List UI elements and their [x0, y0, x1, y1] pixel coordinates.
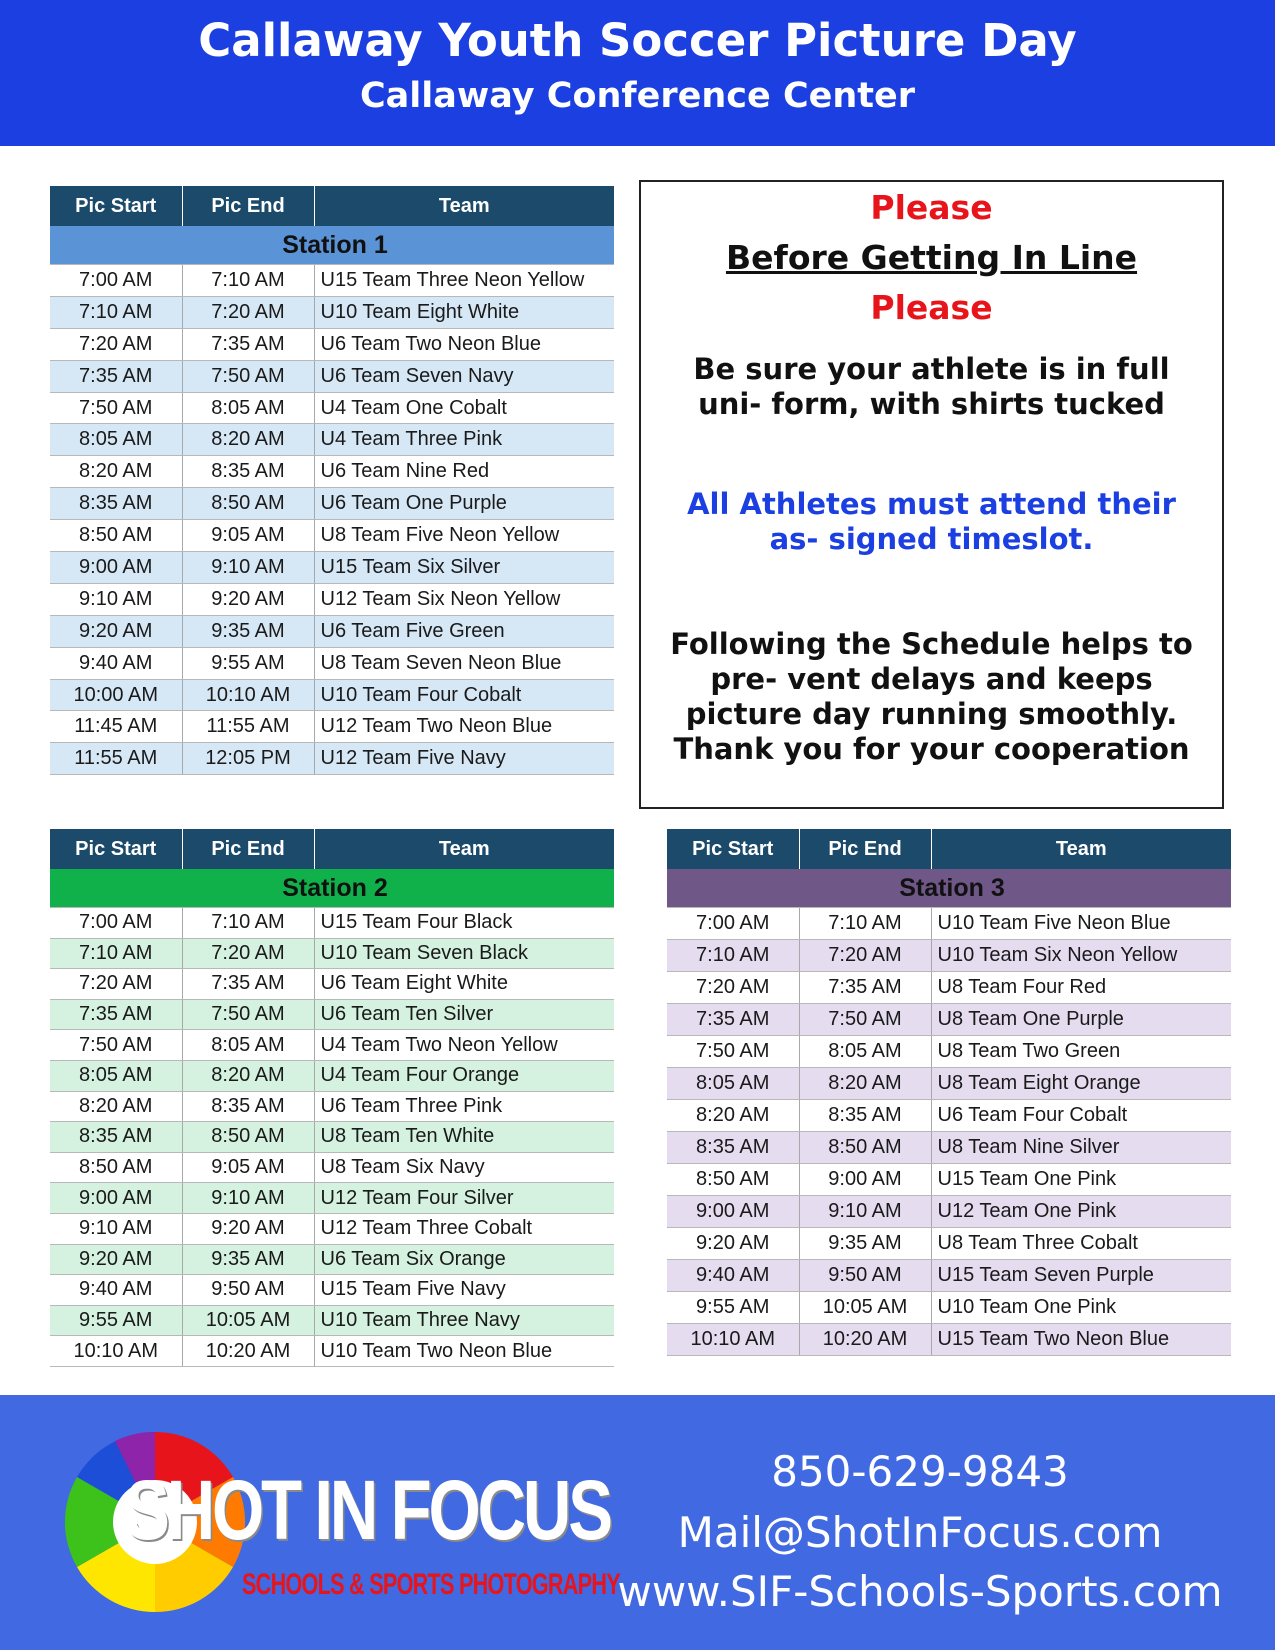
table-row [50, 1183, 614, 1214]
table-row [667, 1036, 1231, 1068]
station-1-schedule-table [50, 186, 614, 775]
pic-end-cell: 7:35 AM [182, 328, 314, 360]
pic-start-cell: 7:10 AM [50, 938, 182, 969]
team-cell: U15 Team Five Navy [314, 1275, 614, 1306]
table-row [50, 456, 614, 488]
notice-please-bottom: Please [870, 288, 993, 327]
pic-start-cell: 7:35 AM [50, 360, 182, 392]
table-row [50, 1244, 614, 1275]
pic-start-cell: 10:10 AM [667, 1324, 799, 1356]
team-cell: U12 Team One Pink [931, 1196, 1231, 1228]
table-row [50, 424, 614, 456]
notice-box [639, 180, 1224, 809]
table-row [50, 1060, 614, 1091]
pic-start-cell: 8:50 AM [50, 520, 182, 552]
pic-end-cell: 7:35 AM [799, 972, 931, 1004]
pic-start-cell: 7:10 AM [50, 296, 182, 328]
pic-start-cell: 7:50 AM [667, 1036, 799, 1068]
station-title: Station 2 [50, 869, 614, 908]
pic-start-cell: 9:20 AM [667, 1228, 799, 1260]
pic-start-cell: 7:20 AM [50, 328, 182, 360]
pic-end-cell: 9:05 AM [182, 520, 314, 552]
team-cell: U10 Team Seven Black [314, 938, 614, 969]
station-title: Station 3 [667, 869, 1231, 908]
pic-end-cell: 8:50 AM [182, 488, 314, 520]
table-row [50, 1030, 614, 1061]
pic-start-cell: 7:00 AM [50, 265, 182, 297]
pic-start-cell: 8:35 AM [50, 488, 182, 520]
team-cell: U8 Team Three Cobalt [931, 1228, 1231, 1260]
table-row [50, 743, 614, 775]
pic-start-cell: 9:00 AM [50, 1183, 182, 1214]
pic-end-cell: 12:05 PM [182, 743, 314, 775]
pic-start-cell: 8:20 AM [667, 1100, 799, 1132]
notice-heading: Before Getting In Line [725, 238, 1138, 277]
pic-end-cell: 8:35 AM [182, 1091, 314, 1122]
station-title: Station 1 [50, 226, 614, 265]
table-row [667, 1068, 1231, 1100]
pic-end-cell: 10:20 AM [799, 1324, 931, 1356]
team-cell: U8 Team Nine Silver [931, 1132, 1231, 1164]
pic-end-cell: 9:55 AM [182, 647, 314, 679]
pic-end-cell: 8:50 AM [799, 1132, 931, 1164]
table-row [667, 1164, 1231, 1196]
column-header-pic-end: Pic End [182, 186, 314, 226]
column-header-pic-start: Pic Start [50, 829, 182, 869]
pic-start-cell: 9:40 AM [667, 1260, 799, 1292]
pic-start-cell: 10:00 AM [50, 679, 182, 711]
table-row [667, 972, 1231, 1004]
pic-start-cell: 9:20 AM [50, 1244, 182, 1275]
pic-start-cell: 8:05 AM [667, 1068, 799, 1100]
pic-end-cell: 9:20 AM [182, 583, 314, 615]
table-row [50, 1305, 614, 1336]
pic-end-cell: 7:10 AM [182, 265, 314, 297]
table-header-row [667, 829, 1231, 869]
table-row [50, 520, 614, 552]
pic-end-cell: 7:50 AM [182, 360, 314, 392]
team-cell: U8 Team Five Neon Yellow [314, 520, 614, 552]
pic-start-cell: 7:50 AM [50, 392, 182, 424]
pic-start-cell: 9:10 AM [50, 583, 182, 615]
pic-start-cell: 10:10 AM [50, 1336, 182, 1367]
pic-end-cell: 8:50 AM [182, 1122, 314, 1153]
pic-start-cell: 8:50 AM [50, 1152, 182, 1183]
table-row [50, 360, 614, 392]
table-row [667, 1292, 1231, 1324]
team-cell: U10 Team Four Cobalt [314, 679, 614, 711]
contact-email-link[interactable]: Mail@ShotInFocus.com [677, 1508, 1163, 1557]
pic-start-cell: 9:55 AM [50, 1305, 182, 1336]
table-row [50, 488, 614, 520]
pic-end-cell: 8:05 AM [182, 1030, 314, 1061]
table-row [667, 940, 1231, 972]
team-cell: U10 Team Eight White [314, 296, 614, 328]
station-3-schedule-table [667, 829, 1231, 1356]
team-cell: U8 Team Seven Neon Blue [314, 647, 614, 679]
table-row [667, 1196, 1231, 1228]
table-row [50, 265, 614, 297]
table-row [50, 679, 614, 711]
table-row [50, 1152, 614, 1183]
team-cell: U12 Team Three Cobalt [314, 1213, 614, 1244]
team-cell: U15 Team Four Black [314, 908, 614, 939]
team-cell: U10 Team One Pink [931, 1292, 1231, 1324]
pic-end-cell: 9:50 AM [799, 1260, 931, 1292]
page-title: Callaway Youth Soccer Picture Day [198, 14, 1077, 67]
team-cell: U6 Team Nine Red [314, 456, 614, 488]
team-cell: U6 Team Seven Navy [314, 360, 614, 392]
notice-uniform-text: Be sure your athlete is in full uni- form, with shirts tucked [693, 352, 1170, 421]
logo-brand-text: SHOT IN FOCUS [125, 1463, 610, 1557]
table-row [667, 1324, 1231, 1356]
column-header-pic-end: Pic End [182, 829, 314, 869]
page-subtitle: Callaway Conference Center [359, 76, 916, 116]
pic-start-cell: 7:20 AM [50, 969, 182, 1000]
pic-end-cell: 8:05 AM [799, 1036, 931, 1068]
column-header-team: Team [314, 186, 614, 226]
notice-schedule-text: Following the Schedule helps to pre- vent delays and keeps picture day running smoothly. Thank you for your cooperation [670, 627, 1193, 766]
pic-end-cell: 9:35 AM [182, 1244, 314, 1275]
table-row [667, 1132, 1231, 1164]
table-row [50, 583, 614, 615]
pic-start-cell: 11:45 AM [50, 711, 182, 743]
table-row [50, 296, 614, 328]
station-2-schedule-table [50, 829, 614, 1367]
team-cell: U12 Team Two Neon Blue [314, 711, 614, 743]
team-cell: U8 Team Six Navy [314, 1152, 614, 1183]
table-header-row [50, 829, 614, 869]
team-cell: U6 Team Ten Silver [314, 999, 614, 1030]
team-cell: U4 Team One Cobalt [314, 392, 614, 424]
page-footer [0, 1395, 1275, 1650]
team-cell: U12 Team Six Neon Yellow [314, 583, 614, 615]
pic-start-cell: 9:00 AM [667, 1196, 799, 1228]
team-cell: U6 Team Two Neon Blue [314, 328, 614, 360]
team-cell: U10 Team Six Neon Yellow [931, 940, 1231, 972]
table-row [50, 552, 614, 584]
table-row [667, 1228, 1231, 1260]
pic-end-cell: 11:55 AM [182, 711, 314, 743]
team-cell: U8 Team Two Green [931, 1036, 1231, 1068]
pic-end-cell: 10:05 AM [799, 1292, 931, 1324]
team-cell: U6 Team Four Cobalt [931, 1100, 1231, 1132]
team-cell: U6 Team One Purple [314, 488, 614, 520]
team-cell: U15 Team Six Silver [314, 552, 614, 584]
team-cell: U15 Team Two Neon Blue [931, 1324, 1231, 1356]
pic-end-cell: 7:50 AM [182, 999, 314, 1030]
table-row [50, 1275, 614, 1306]
station-title-row [667, 869, 1231, 908]
table-row [50, 999, 614, 1030]
station-title-row [50, 869, 614, 908]
team-cell: U10 Team Five Neon Blue [931, 908, 1231, 940]
pic-start-cell: 7:10 AM [667, 940, 799, 972]
column-header-team: Team [314, 829, 614, 869]
table-row [50, 328, 614, 360]
team-cell: U6 Team Five Green [314, 615, 614, 647]
team-cell: U6 Team Six Orange [314, 1244, 614, 1275]
pic-end-cell: 8:35 AM [182, 456, 314, 488]
team-cell: U8 Team One Purple [931, 1004, 1231, 1036]
table-row [667, 1100, 1231, 1132]
team-cell: U4 Team Four Orange [314, 1060, 614, 1091]
pic-end-cell: 7:35 AM [182, 969, 314, 1000]
pic-end-cell: 8:05 AM [182, 392, 314, 424]
pic-end-cell: 9:10 AM [799, 1196, 931, 1228]
column-header-pic-start: Pic Start [50, 186, 182, 226]
pic-end-cell: 7:50 AM [799, 1004, 931, 1036]
pic-end-cell: 7:10 AM [799, 908, 931, 940]
pic-start-cell: 7:50 AM [50, 1030, 182, 1061]
team-cell: U10 Team Two Neon Blue [314, 1336, 614, 1367]
table-row [50, 647, 614, 679]
table-row [50, 615, 614, 647]
pic-start-cell: 8:35 AM [667, 1132, 799, 1164]
team-cell: U15 Team Seven Purple [931, 1260, 1231, 1292]
team-cell: U8 Team Four Red [931, 972, 1231, 1004]
table-row [50, 1122, 614, 1153]
table-row [667, 908, 1231, 940]
pic-end-cell: 9:35 AM [799, 1228, 931, 1260]
pic-start-cell: 9:10 AM [50, 1213, 182, 1244]
pic-start-cell: 9:20 AM [50, 615, 182, 647]
pic-end-cell: 9:00 AM [799, 1164, 931, 1196]
pic-end-cell: 8:35 AM [799, 1100, 931, 1132]
pic-start-cell: 7:20 AM [667, 972, 799, 1004]
table-row [50, 1091, 614, 1122]
contact-phone[interactable]: 850-629-9843 [771, 1447, 1069, 1496]
column-header-team: Team [931, 829, 1231, 869]
pic-end-cell: 10:20 AM [182, 1336, 314, 1367]
table-row [50, 711, 614, 743]
table-row [667, 1004, 1231, 1036]
table-row [50, 908, 614, 939]
pic-end-cell: 9:10 AM [182, 1183, 314, 1214]
pic-end-cell: 8:20 AM [799, 1068, 931, 1100]
team-cell: U12 Team Four Silver [314, 1183, 614, 1214]
station-title-row [50, 226, 614, 265]
pic-start-cell: 7:00 AM [667, 908, 799, 940]
pic-end-cell: 9:10 AM [182, 552, 314, 584]
table-row [50, 392, 614, 424]
contact-website-link[interactable]: www.SIF-Schools-Sports.com [617, 1567, 1223, 1616]
column-header-pic-start: Pic Start [667, 829, 799, 869]
pic-start-cell: 9:00 AM [50, 552, 182, 584]
pic-start-cell: 7:35 AM [667, 1004, 799, 1036]
team-cell: U10 Team Three Navy [314, 1305, 614, 1336]
table-row [50, 969, 614, 1000]
notice-timeslot-text: All Athletes must attend their as- signed timeslot. [687, 487, 1176, 556]
pic-end-cell: 7:20 AM [182, 938, 314, 969]
pic-end-cell: 9:50 AM [182, 1275, 314, 1306]
column-header-pic-end: Pic End [799, 829, 931, 869]
pic-start-cell: 8:35 AM [50, 1122, 182, 1153]
team-cell: U15 Team Three Neon Yellow [314, 265, 614, 297]
pic-start-cell: 8:20 AM [50, 1091, 182, 1122]
pic-end-cell: 9:20 AM [182, 1213, 314, 1244]
pic-start-cell: 8:20 AM [50, 456, 182, 488]
page-header [0, 0, 1275, 146]
shot-in-focus-logo [55, 1417, 620, 1632]
pic-start-cell: 9:40 AM [50, 1275, 182, 1306]
pic-start-cell: 11:55 AM [50, 743, 182, 775]
logo-tagline: SCHOOLS & SPORTS PHOTOGRAPHY [242, 1568, 620, 1601]
pic-start-cell: 8:05 AM [50, 1060, 182, 1091]
pic-end-cell: 7:20 AM [799, 940, 931, 972]
team-cell: U6 Team Eight White [314, 969, 614, 1000]
pic-end-cell: 8:20 AM [182, 1060, 314, 1091]
pic-end-cell: 7:10 AM [182, 908, 314, 939]
team-cell: U12 Team Five Navy [314, 743, 614, 775]
notice-please-top: Please [870, 188, 993, 227]
pic-start-cell: 8:50 AM [667, 1164, 799, 1196]
table-header-row [50, 186, 614, 226]
pic-start-cell: 7:00 AM [50, 908, 182, 939]
team-cell: U4 Team Three Pink [314, 424, 614, 456]
pic-end-cell: 9:35 AM [182, 615, 314, 647]
pic-end-cell: 10:05 AM [182, 1305, 314, 1336]
team-cell: U6 Team Three Pink [314, 1091, 614, 1122]
team-cell: U15 Team One Pink [931, 1164, 1231, 1196]
team-cell: U8 Team Eight Orange [931, 1068, 1231, 1100]
table-row [50, 1336, 614, 1367]
pic-end-cell: 9:05 AM [182, 1152, 314, 1183]
pic-end-cell: 8:20 AM [182, 424, 314, 456]
pic-end-cell: 10:10 AM [182, 679, 314, 711]
pic-start-cell: 8:05 AM [50, 424, 182, 456]
table-row [50, 938, 614, 969]
pic-start-cell: 9:40 AM [50, 647, 182, 679]
team-cell: U4 Team Two Neon Yellow [314, 1030, 614, 1061]
pic-start-cell: 9:55 AM [667, 1292, 799, 1324]
table-row [50, 1213, 614, 1244]
table-row [667, 1260, 1231, 1292]
pic-start-cell: 7:35 AM [50, 999, 182, 1030]
pic-end-cell: 7:20 AM [182, 296, 314, 328]
team-cell: U8 Team Ten White [314, 1122, 614, 1153]
